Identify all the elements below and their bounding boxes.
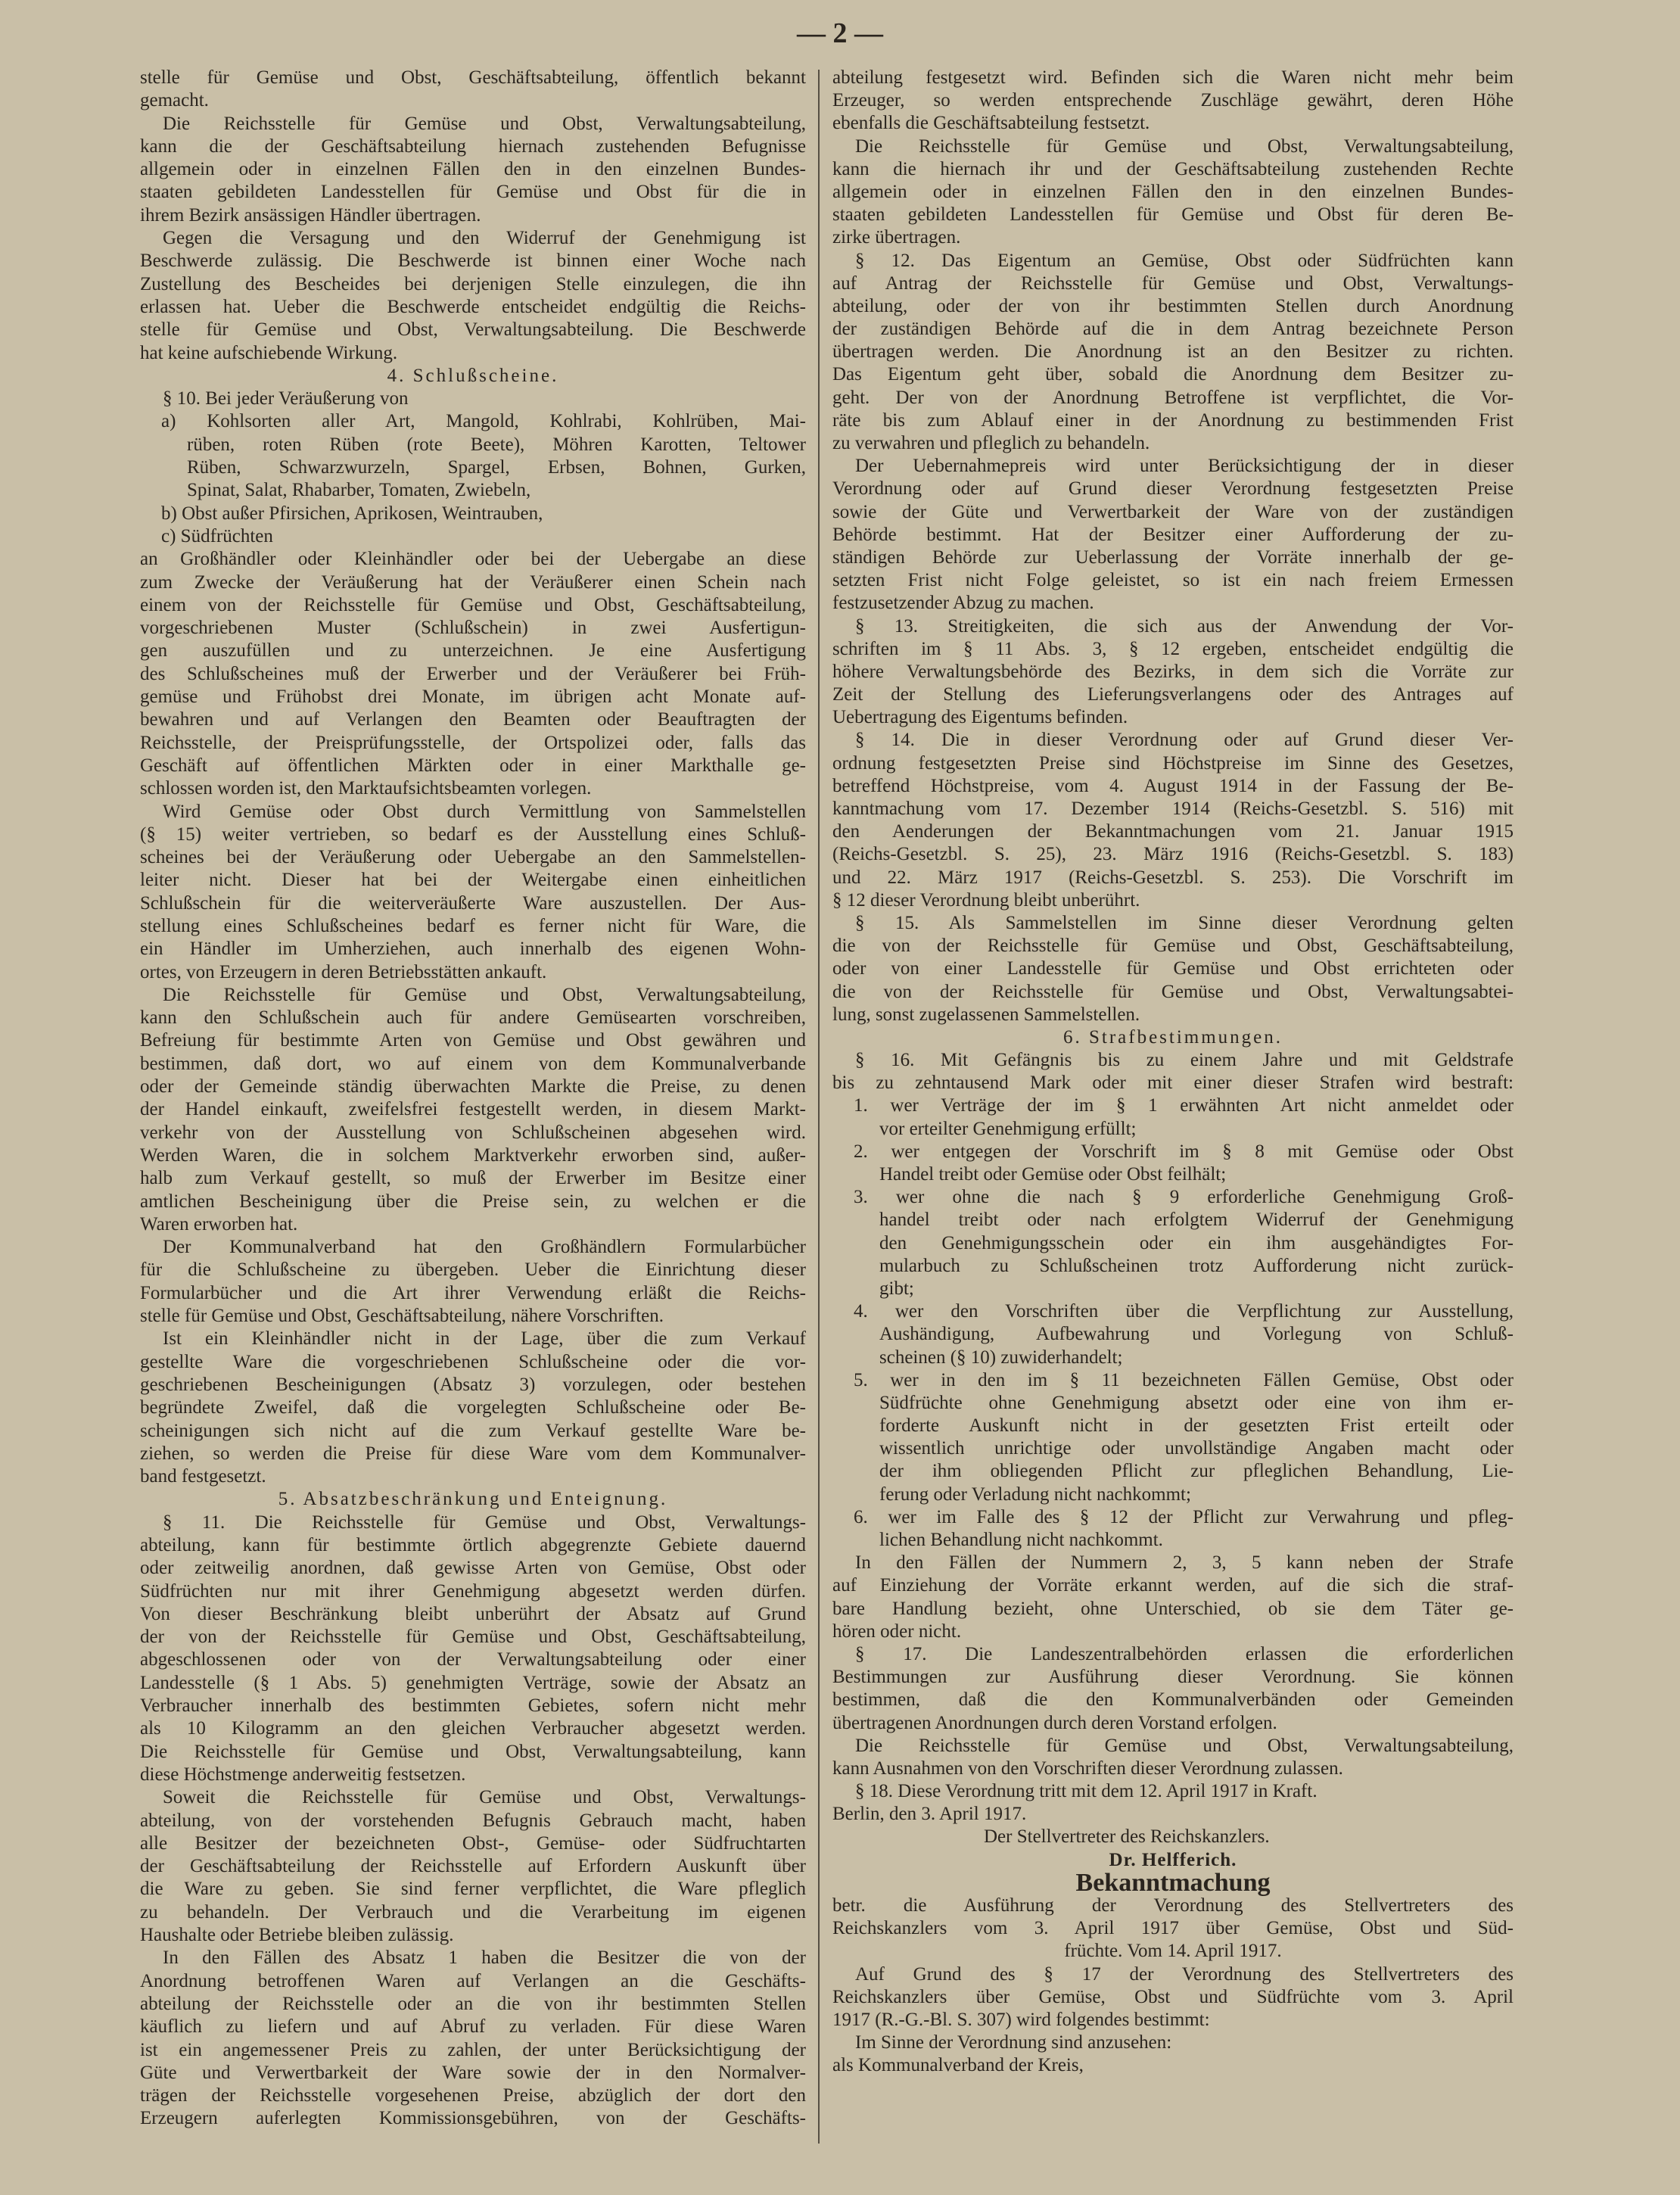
text-line: an Großhändler oder Kleinhändler oder bei der Uebergabe an diese: [140, 549, 806, 570]
left-column: [140, 67, 806, 2131]
text-line: Landesstelle (§ 1 Abs. 5) genehmigten Verträge, sowie der Absatz an: [140, 1672, 806, 1693]
text-line: Zustellung des Bescheides bei derjenigen Stelle einzulegen, die ihn: [140, 273, 806, 294]
text-line: abgeschlossenen oder von der Verwaltungsabteilung oder einer: [140, 1649, 806, 1670]
text-line: früchte. Vom 14. April 1917.: [1064, 1941, 1282, 1962]
text-line: käuflich zu liefern und auf Abruf zu verladen. Für diese Waren: [140, 2016, 806, 2038]
text-line: Haushalte oder Betriebe bleiben zulässig.: [140, 1925, 454, 1946]
text-line: § 12 dieser Verordnung bleibt unberührt.: [832, 889, 1140, 911]
text-line: Die Reichsstelle für Gemüse und Obst, Verwaltungsabteilung,: [855, 135, 1514, 157]
text-line: oder der Gemeinde ständig überwachten Markte die Preise, zu denen: [140, 1076, 806, 1098]
text-line: stellung eines Schlußscheines bedarf es ferner nicht für Ware, die: [140, 915, 806, 936]
text-line: Reichskanzlers über Gemüse, Obst und Südfrüchte vom 3. April: [832, 1986, 1514, 2007]
text-line: stelle für Gemüse und Obst, Geschäftsabteilung, öffentlich bekannt: [140, 67, 806, 88]
text-line: (§ 15) weiter vertrieben, so bedarf es der Ausstellung eines Schluß-: [140, 824, 806, 845]
text-line: In den Fällen der Nummern 2, 3, 5 kann neben der Strafe: [855, 1552, 1514, 1574]
text-line: staaten gebildeten Landesstellen für Gemüse und Obst für deren Be-: [832, 204, 1514, 226]
text-line: vorgeschriebenen Muster (Schlußschein) in zwei Ausfertigun-: [140, 618, 806, 639]
text-line: lung, sonst zugelassenen Sammelstellen.: [832, 1004, 1140, 1025]
text-line: festzusetzender Abzug zu machen.: [832, 593, 1094, 614]
text-line: halb zum Verkauf gestellt, so muß der Erwerber im Besitze einer: [140, 1168, 806, 1189]
text-line: 4. wer den Vorschriften über die Verpflichtung zur Ausstellung,: [854, 1301, 1514, 1322]
text-line: zu verwahren und pfleglich zu behandeln.: [832, 433, 1150, 453]
text-line: b) Obst außer Pfirsichen, Aprikosen, Weintrauben,: [161, 503, 543, 524]
text-line: den Aenderungen der Bekanntmachungen vom 21. Januar 1915: [832, 821, 1514, 842]
text-line: abteilung festgesetzt wird. Befinden sich die Waren nicht mehr beim: [832, 67, 1514, 88]
text-line: verkehr von der Ausstellung von Schlußscheinen abgesehen wird.: [140, 1122, 806, 1143]
text-line: Spinat, Salat, Rhabarber, Tomaten, Zwiebeln,: [187, 480, 531, 501]
text-line: Formularbücher und die Art ihrer Verwendung erläßt die Reichs-: [140, 1282, 806, 1303]
text-line: der ihm obliegenden Pflicht zur pfleglichen Behandlung, Lie-: [879, 1461, 1514, 1482]
text-line: Auf Grund des § 17 der Verordnung des Stellvertreters des: [855, 1963, 1514, 1985]
right-column: [832, 67, 1514, 2078]
text-line: bewahren und auf Verlangen den Beamten oder Beauftragten der: [140, 709, 806, 730]
text-line: In den Fällen des Absatz 1 haben die Besitzer die von der: [163, 1947, 806, 1969]
text-line: der Geschäftsabteilung der Reichsstelle auf Erfordern Auskunft über: [140, 1856, 806, 1877]
text-line: Ist ein Kleinhändler nicht in der Lage, über die zum Verkauf: [163, 1328, 806, 1350]
text-line: § 17. Die Landeszentralbehörden erlassen die erforderlichen: [855, 1643, 1514, 1664]
text-line: betr. die Ausführung der Verordnung des Stellvertreters des: [832, 1895, 1514, 1916]
text-line: stelle für Gemüse und Obst, Verwaltungsabteilung. Die Beschwerde: [140, 319, 806, 341]
text-line: Anordnung betroffenen Waren auf Verlangen an die Geschäfts-: [140, 1970, 806, 1991]
text-line: Reichskanzlers vom 3. April 1917 über Gemüse, Obst und Süd-: [832, 1918, 1514, 1939]
text-line: gestellte Ware die vorgeschriebenen Schlußscheine oder die vor-: [140, 1351, 806, 1372]
text-line: bestimmen, daß die den Kommunalverbänden oder Gemeinden: [832, 1689, 1514, 1711]
text-line: Bestimmungen zur Ausführung dieser Verordnung. Sie können: [832, 1667, 1514, 1688]
page-number: — 2 —: [797, 17, 883, 49]
text-line: Aushändigung, Aufbewahrung und Vorlegung von Schluß-: [879, 1324, 1514, 1345]
text-line: 2. wer entgegen der Vorschrift im § 8 mit Gemüse oder Obst: [854, 1141, 1514, 1162]
text-line: abteilung der Reichsstelle oder an die von ihr bestimmten Stellen: [140, 1993, 806, 2014]
text-line: staaten gebildeten Landesstellen für Gemüse und Obst für die in: [140, 182, 806, 203]
text-line: Der Uebernahmepreis wird unter Berücksichtigung der in dieser: [855, 456, 1514, 477]
text-line: Beschwerde zulässig. Die Beschwerde ist binnen einer Woche nach: [140, 251, 806, 272]
text-line: § 11. Die Reichsstelle für Gemüse und Obst, Verwaltungs-: [163, 1512, 806, 1533]
section-heading: 5. Absatzbeschränkung und Enteignung.: [278, 1489, 668, 1510]
text-line: scheinen (§ 10) zuwiderhandelt;: [879, 1347, 1123, 1368]
text-line: trägen der Reichsstelle vorgesehenen Preise, abzüglich der dort den: [140, 2085, 806, 2106]
text-line: scheines bei der Veräußerung oder Uebergabe an den Sammelstellen-: [140, 847, 806, 868]
text-line: Zeit der Stellung des Lieferungsverlangens oder des Antrages auf: [832, 684, 1514, 705]
text-line: die von der Reichsstelle für Gemüse und Obst, Verwaltungsabtei-: [832, 981, 1514, 1002]
text-line: die von der Reichsstelle für Gemüse und Obst, Geschäftsabteilung,: [832, 936, 1514, 957]
text-line: bis zu zehntausend Mark oder mit einer dieser Strafen wird bestraft:: [832, 1073, 1514, 1094]
text-line: betreffend Höchstpreise, vom 4. August 1914 in der Fassung der Be-: [832, 775, 1514, 796]
text-line: räte bis zum Ablauf einer in der Anordnung zu bestimmenden Frist: [832, 409, 1514, 431]
text-line: hören oder nicht.: [832, 1621, 962, 1642]
text-line: rüben, roten Rüben (rote Beete), Möhren Karotten, Teltower: [187, 434, 806, 455]
text-line: § 15. Als Sammelstellen im Sinne dieser Verordnung gelten: [855, 912, 1514, 933]
text-line: amtlichen Bescheinigung über die Preise sein, zu welchen er die: [140, 1191, 806, 1212]
text-line: der Handel einkauft, zweifelsfrei festgestellt werden, in diesem Markt-: [140, 1099, 806, 1120]
text-line: band festgesetzt.: [140, 1466, 266, 1487]
text-line: allgemein oder in einzelnen Fällen den in den einzelnen Bundes-: [832, 181, 1514, 202]
text-line: Handel treibt oder Gemüse oder Obst feilhält;: [879, 1164, 1227, 1185]
signature-line: Der Stellvertreter des Reichskanzlers.: [984, 1826, 1270, 1848]
column-divider: [818, 70, 820, 2144]
text-line: Wird Gemüse oder Obst durch Vermittlung von Sammelstellen: [163, 801, 806, 822]
text-line: scheinigungen sich nicht auf die zum Verkauf gestellte Ware be-: [140, 1420, 806, 1441]
text-line: 5. wer in den im § 11 bezeichneten Fällen Gemüse, Obst oder: [854, 1369, 1514, 1390]
text-line: einem von der Reichsstelle für Gemüse und Obst, Geschäftsabteilung,: [140, 594, 806, 615]
text-line: sowie der Güte und Verwertbarkeit der Ware von der zuständigen: [832, 501, 1514, 522]
text-line: § 12. Das Eigentum an Gemüse, Obst oder Südfrüchten kann: [855, 250, 1514, 271]
text-line: c) Südfrüchten: [161, 525, 273, 546]
text-line: und 22. März 1917 (Reichs-Gesetzbl. S. 253). Die Vorschrift im: [832, 867, 1514, 888]
text-line: Südfrüchten nur mit ihrer Genehmigung abgesetzt werden dürfen.: [140, 1580, 806, 1602]
text-line: 6. wer im Falle des § 12 der Pflicht zur Verwahrung und pfleg-: [854, 1506, 1514, 1527]
text-line: wissentlich unrichtige oder unvollständige Angaben macht oder: [879, 1438, 1514, 1459]
text-line: Südfrüchte ohne Genehmigung absetzt oder eine von ihm er-: [879, 1392, 1514, 1413]
text-line: forderte Auskunft nicht in der gesetzten Frist erteilt oder: [879, 1415, 1514, 1437]
text-line: zum Zwecke der Veräußerung hat der Veräußerer einen Schein nach: [140, 571, 806, 593]
text-line: geschriebenen Bescheinigungen (Absatz 3) vorzulegen, oder bestehen: [140, 1374, 806, 1395]
text-line: geht. Der von der Anordnung Betroffene ist verpflichtet, die Vor-: [832, 387, 1514, 408]
text-line: Geschäft auf öffentlichen Märkten oder in einer Markthalle ge-: [140, 755, 806, 776]
text-line: § 10. Bei jeder Veräußerung von: [163, 388, 409, 409]
text-line: setzten Frist nicht Folge geleistet, so ist ein nach freiem Ermessen: [832, 570, 1514, 591]
text-line: Soweit die Reichsstelle für Gemüse und Obst, Verwaltungs-: [163, 1787, 806, 1808]
text-line: § 16. Mit Gefängnis bis zu einem Jahre und mit Geldstrafe: [855, 1050, 1514, 1071]
text-line: Das Eigentum geht über, sobald die Anordnung dem Besitzer zu-: [832, 364, 1514, 385]
text-line: begründete Zweifel, daß die vorgelegten Schlußscheine oder Be-: [140, 1397, 806, 1418]
text-line: § 14. Die in dieser Verordnung oder auf Grund dieser Ver-: [855, 730, 1514, 751]
text-line: kanntmachung vom 17. Dezember 1914 (Reichs-Gesetzbl. S. 516) mit: [832, 799, 1514, 819]
section-heading: 4. Schlußscheine.: [387, 365, 559, 386]
text-line: Die Reichsstelle für Gemüse und Obst, Verwaltungsabteilung,: [855, 1735, 1514, 1756]
text-line: oder von einer Landesstelle für Gemüse und Obst errichteten oder: [832, 958, 1514, 979]
text-line: Verordnung oder auf Grund dieser Verordnung festgesetzten Preise: [832, 478, 1514, 500]
text-line: abteilung, von der vorstehenden Befugnis Gebrauch macht, haben: [140, 1810, 806, 1831]
text-line: ein Händler im Umherziehen, auch innerhalb des eigenen Wohn-: [140, 939, 806, 960]
text-line: gen auszufüllen und zu unterzeichnen. Je eine Ausfertigung: [140, 640, 806, 662]
text-line: Die Reichsstelle für Gemüse und Obst, Verwaltungsabteilung,: [163, 113, 806, 134]
text-line: vor erteilter Genehmigung erfüllt;: [879, 1118, 1137, 1139]
text-line: als Kommunalverband der Kreis,: [832, 2055, 1084, 2076]
text-line: stelle für Gemüse und Obst, Geschäftsabteilung, nähere Vorschriften.: [140, 1306, 664, 1327]
text-line: schriften im § 11 Abs. 3, § 12 ergeben, entscheidet endgültig die: [832, 638, 1514, 659]
text-line: übertragenen Anordnungen durch deren Vorstand erfolgen.: [832, 1712, 1277, 1733]
text-line: Schlußschein für die weiterveräußerte Ware auszustellen. Der Aus-: [140, 892, 806, 914]
text-line: zirke übertragen.: [832, 227, 961, 248]
text-line: alle Besitzer der bezeichneten Obst-, Gemüse- oder Südfruchtarten: [140, 1832, 806, 1854]
text-line: ihrem Bezirk ansässigen Händler übertragen.: [140, 204, 481, 226]
text-line: gemüse und Frühobst drei Monate, im übrigen acht Monate auf-: [140, 687, 806, 708]
text-line: Uebertragung des Eigentums befinden.: [832, 707, 1128, 728]
text-line: übertragen werden. Die Anordnung ist an den Besitzer zu richten.: [832, 341, 1514, 363]
text-line: ständigen Behörde zur Ueberlassung der Vorräte innerhalb der ge-: [832, 546, 1514, 568]
announcement-title: Bekanntmachung: [1075, 1868, 1271, 1897]
text-line: bare Handlung bezieht, ohne Unterschied, ob sie dem Täter ge-: [832, 1598, 1514, 1619]
text-line: ortes, von Erzeugern in deren Betriebsstätten ankauft.: [140, 961, 547, 982]
text-line: des Schlußscheines muß der Erwerber und der Veräußerer bei Früh-: [140, 663, 806, 684]
text-line: die Ware zu geben. Sie sind ferner verpflichtet, die Ware pfleglich: [140, 1879, 806, 1900]
text-line: (Reichs-Gesetzbl. S. 25), 23. März 1916 (Reichs-Gesetzbl. S. 183): [832, 844, 1514, 865]
text-line: allgemein oder in einzelnen Fällen den in den einzelnen Bundes-: [140, 159, 806, 180]
text-line: schlossen worden ist, den Marktaufsichtsbeamten vorlegen.: [140, 778, 592, 799]
text-line: gibt;: [879, 1278, 914, 1299]
text-line: Gegen die Versagung und den Widerruf der Genehmigung ist: [163, 228, 806, 249]
text-line: Im Sinne der Verordnung sind anzusehen:: [855, 2032, 1172, 2053]
text-line: ziehen, so werden die Preise für diese Ware vom dem Kommunalver-: [140, 1443, 806, 1464]
text-line: 1917 (R.-G.-Bl. S. 307) wird folgendes bestimmt:: [832, 2009, 1210, 2030]
text-line: hat keine aufschiebende Wirkung.: [140, 342, 398, 363]
text-line: Die Reichsstelle für Gemüse und Obst, Verwaltungsabteilung,: [163, 984, 806, 1005]
text-line: leiter nicht. Dieser hat bei der Weitergabe einen einheitlichen: [140, 870, 806, 891]
signature-line: Dr. Helfferich.: [1109, 1849, 1237, 1870]
text-line: Waren erworben hat.: [140, 1213, 298, 1234]
text-line: kann Ausnahmen von den Vorschriften dieser Verordnung zulassen.: [832, 1758, 1343, 1779]
text-line: Reichsstelle, der Preisprüfungsstelle, der Ortspolizei oder, falls das: [140, 732, 806, 753]
text-line: zu behandeln. Der Verbrauch und die Verarbeitung im eigenen: [140, 1901, 806, 1923]
text-line: gemacht.: [140, 90, 209, 111]
text-line: abteilung, kann für bestimmte örtlich abgegrenzte Gebiete dauernd: [140, 1535, 806, 1555]
text-line: als 10 Kilogramm an den gleichen Verbraucher abgesetzt werden.: [140, 1718, 806, 1739]
text-line: ebenfalls die Geschäftsabteilung festsetzt.: [832, 113, 1150, 134]
text-line: höhere Verwaltungsbehörde des Bezirks, in dem sich die Vorräte zur: [832, 661, 1514, 682]
text-line: 3. wer ohne die nach § 9 erforderliche Genehmigung Groß-: [854, 1187, 1514, 1208]
text-line: Berlin, den 3. April 1917.: [832, 1804, 1027, 1825]
text-line: Rüben, Schwarzwurzeln, Spargel, Erbsen, Bohnen, Gurken,: [187, 457, 806, 478]
text-line: kann die hiernach ihr und der Geschäftsabteilung zustehenden Rechte: [832, 158, 1514, 179]
text-line: auf Antrag der Reichsstelle für Gemüse und Obst, Verwaltungs-: [832, 272, 1514, 294]
text-line: Werden Waren, die in solchem Marktverkehr erworben sind, außer-: [140, 1144, 806, 1166]
text-line: auf Einziehung der Vorräte erkannt werden, auf die sich die straf-: [832, 1575, 1514, 1596]
text-line: erlassen hat. Ueber die Beschwerde entscheidet endgültig die Reichs-: [140, 296, 806, 317]
text-line: diese Höchstmenge anderweitig festsetzen.: [140, 1764, 466, 1785]
text-line: Erzeuger, so werden entsprechende Zuschläge gewährt, deren Höhe: [832, 90, 1514, 111]
text-line: abteilung, oder der von ihr bestimmten Stellen durch Anordnung: [832, 295, 1514, 316]
text-line: ferung oder Verladung nicht nachkommt;: [879, 1484, 1191, 1505]
text-line: bestimmen, daß dort, wo auf einem von dem Kommunalverbande: [140, 1053, 806, 1074]
text-line: Der Kommunalverband hat den Großhändlern Formularbücher: [163, 1237, 806, 1258]
text-line: kann die der Geschäftsabteilung hiernach zustehenden Befugnisse: [140, 135, 806, 157]
text-line: oder zeitweilig anordnen, daß gewisse Arten von Gemüse, Obst oder: [140, 1558, 806, 1579]
text-line: Verbraucher innerhalb des bestimmten Gebietes, sofern nicht mehr: [140, 1695, 806, 1717]
text-line: der zuständigen Behörde auf die in dem Antrag bezeichnete Person: [832, 319, 1514, 340]
text-line: Die Reichsstelle für Gemüse und Obst, Verwaltungsabteilung, kann: [140, 1741, 806, 1762]
text-line: 1. wer Verträge der im § 1 erwähnten Art nicht anmeldet oder: [854, 1095, 1514, 1116]
text-line: lichen Behandlung nicht nachkommt.: [879, 1530, 1163, 1550]
text-line: handel treibt oder nach erfolgtem Widerruf der Genehmigung: [879, 1210, 1514, 1231]
text-line: ordnung festgesetzten Preise sind Höchstpreise im Sinne des Gesetzes,: [832, 752, 1514, 774]
text-line: ist ein angemessener Preis zu zahlen, der unter Berücksichtigung der: [140, 2039, 806, 2060]
text-line: kann den Schlußschein auch für andere Gemüsearten vorschreiben,: [140, 1007, 806, 1029]
text-line: Erzeugern auferlegten Kommissionsgebühren, von der Geschäfts-: [140, 2108, 806, 2129]
text-line: den Genehmigungsschein oder ein ihm ausgehändigtes For-: [879, 1232, 1514, 1253]
text-line: Von dieser Beschränkung bleibt unberührt der Absatz auf Grund: [140, 1603, 806, 1624]
text-line: Güte und Verwertbarkeit der Ware sowie der in den Normalver-: [140, 2062, 806, 2083]
text-line: § 18. Diese Verordnung tritt mit dem 12. April 1917 in Kraft.: [855, 1781, 1318, 1802]
text-line: Befreiung für bestimmte Arten von Gemüse und Obst gewähren und: [140, 1030, 806, 1051]
text-line: mularbuch zu Schlußscheinen trotz Aufforderung nicht zurück-: [879, 1255, 1514, 1276]
text-line: Behörde bestimmt. Hat der Besitzer einer Aufforderung der zu-: [832, 524, 1514, 545]
text-line: für die Schlußscheine zu übergeben. Ueber die Einrichtung dieser: [140, 1259, 806, 1281]
text-line: § 13. Streitigkeiten, die sich aus der Anwendung der Vor-: [855, 615, 1514, 637]
text-line: der von der Reichsstelle für Gemüse und Obst, Geschäftsabteilung,: [140, 1627, 806, 1648]
section-heading: 6. Strafbestimmungen.: [1062, 1026, 1283, 1048]
text-line: a) Kohlsorten aller Art, Mangold, Kohlrabi, Kohlrüben, Mai-: [161, 411, 806, 432]
